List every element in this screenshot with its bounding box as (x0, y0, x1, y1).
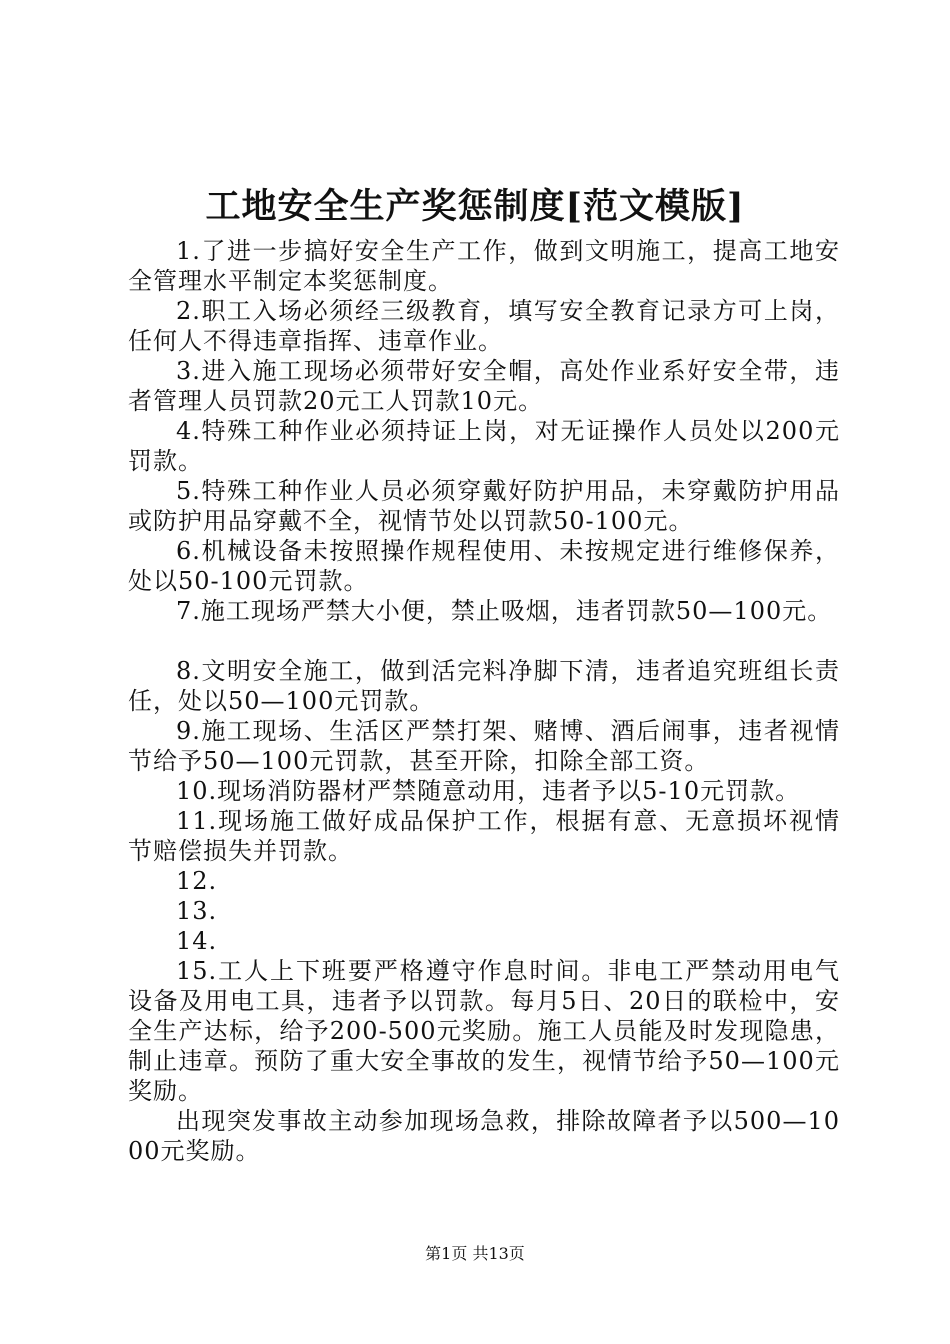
page-footer: 第1页 共13页 (425, 1244, 525, 1263)
paragraph-16: 出现突发事故主动参加现场急救，排除故障者予以500—1000元奖励。 (128, 1107, 840, 1165)
paragraph-4: 4.特殊工种作业必须持证上岗，对无证操作人员处以200元罚款。 (128, 417, 840, 475)
paragraph-5: 5.特殊工种作业人员必须穿戴好防护用品，未穿戴防护用品或防护用品穿戴不全，视情节处以罚款50-100元。 (128, 477, 840, 535)
paragraph-2: 2.职工入场必须经三级教育，填写安全教育记录方可上岗，任何人不得违章指挥、违章作业。 (128, 297, 840, 355)
paragraph-1: 1.了进一步搞好安全生产工作，做到文明施工，提高工地安全管理水平制定本奖惩制度。 (128, 237, 840, 295)
paragraph-13: 13. (176, 897, 218, 925)
paragraph-6: 6.机械设备未按照操作规程使用、未按规定进行维修保养，处以50-100元罚款。 (128, 537, 840, 595)
paragraph-8: 8.文明安全施工，做到活完料净脚下清，违者追究班组长责任，处以50—100元罚款。 (128, 657, 840, 715)
paragraph-10: 10.现场消防器材严禁随意动用，违者予以5-10元罚款。 (176, 777, 801, 805)
paragraph-9: 9.施工现场、生活区严禁打架、赌博、酒后闹事，违者视情节给予50—100元罚款，甚至开除，扣除全部工资。 (128, 717, 840, 775)
paragraph-3: 3.进入施工现场必须带好安全帽，高处作业系好安全带，违者管理人员罚款20元工人罚款10元。 (128, 357, 840, 415)
document-title: 工地安全生产奖惩制度[范文模版] (205, 186, 745, 227)
paragraph-12: 12. (176, 867, 218, 895)
document-body (128, 236, 840, 1166)
paragraph-7: 7.施工现场严禁大小便，禁止吸烟，违者罚款50—100元。 (176, 597, 833, 625)
paragraph-14: 14. (176, 927, 218, 955)
paragraph-15: 15.工人上下班要严格遵守作息时间。非电工严禁动用电气设备及用电工具，违者予以罚款。每月5日、20日的联检中，安全生产达标，给予200-500元奖励。施工人员能及时发现隐患，制止违章。预防了重大安全事故的发生，视情节给予50—100元奖励。 (128, 957, 840, 1105)
paragraph-11: 11.现场施工做好成品保护工作，根据有意、无意损坏视情节赔偿损失并罚款。 (128, 807, 840, 865)
